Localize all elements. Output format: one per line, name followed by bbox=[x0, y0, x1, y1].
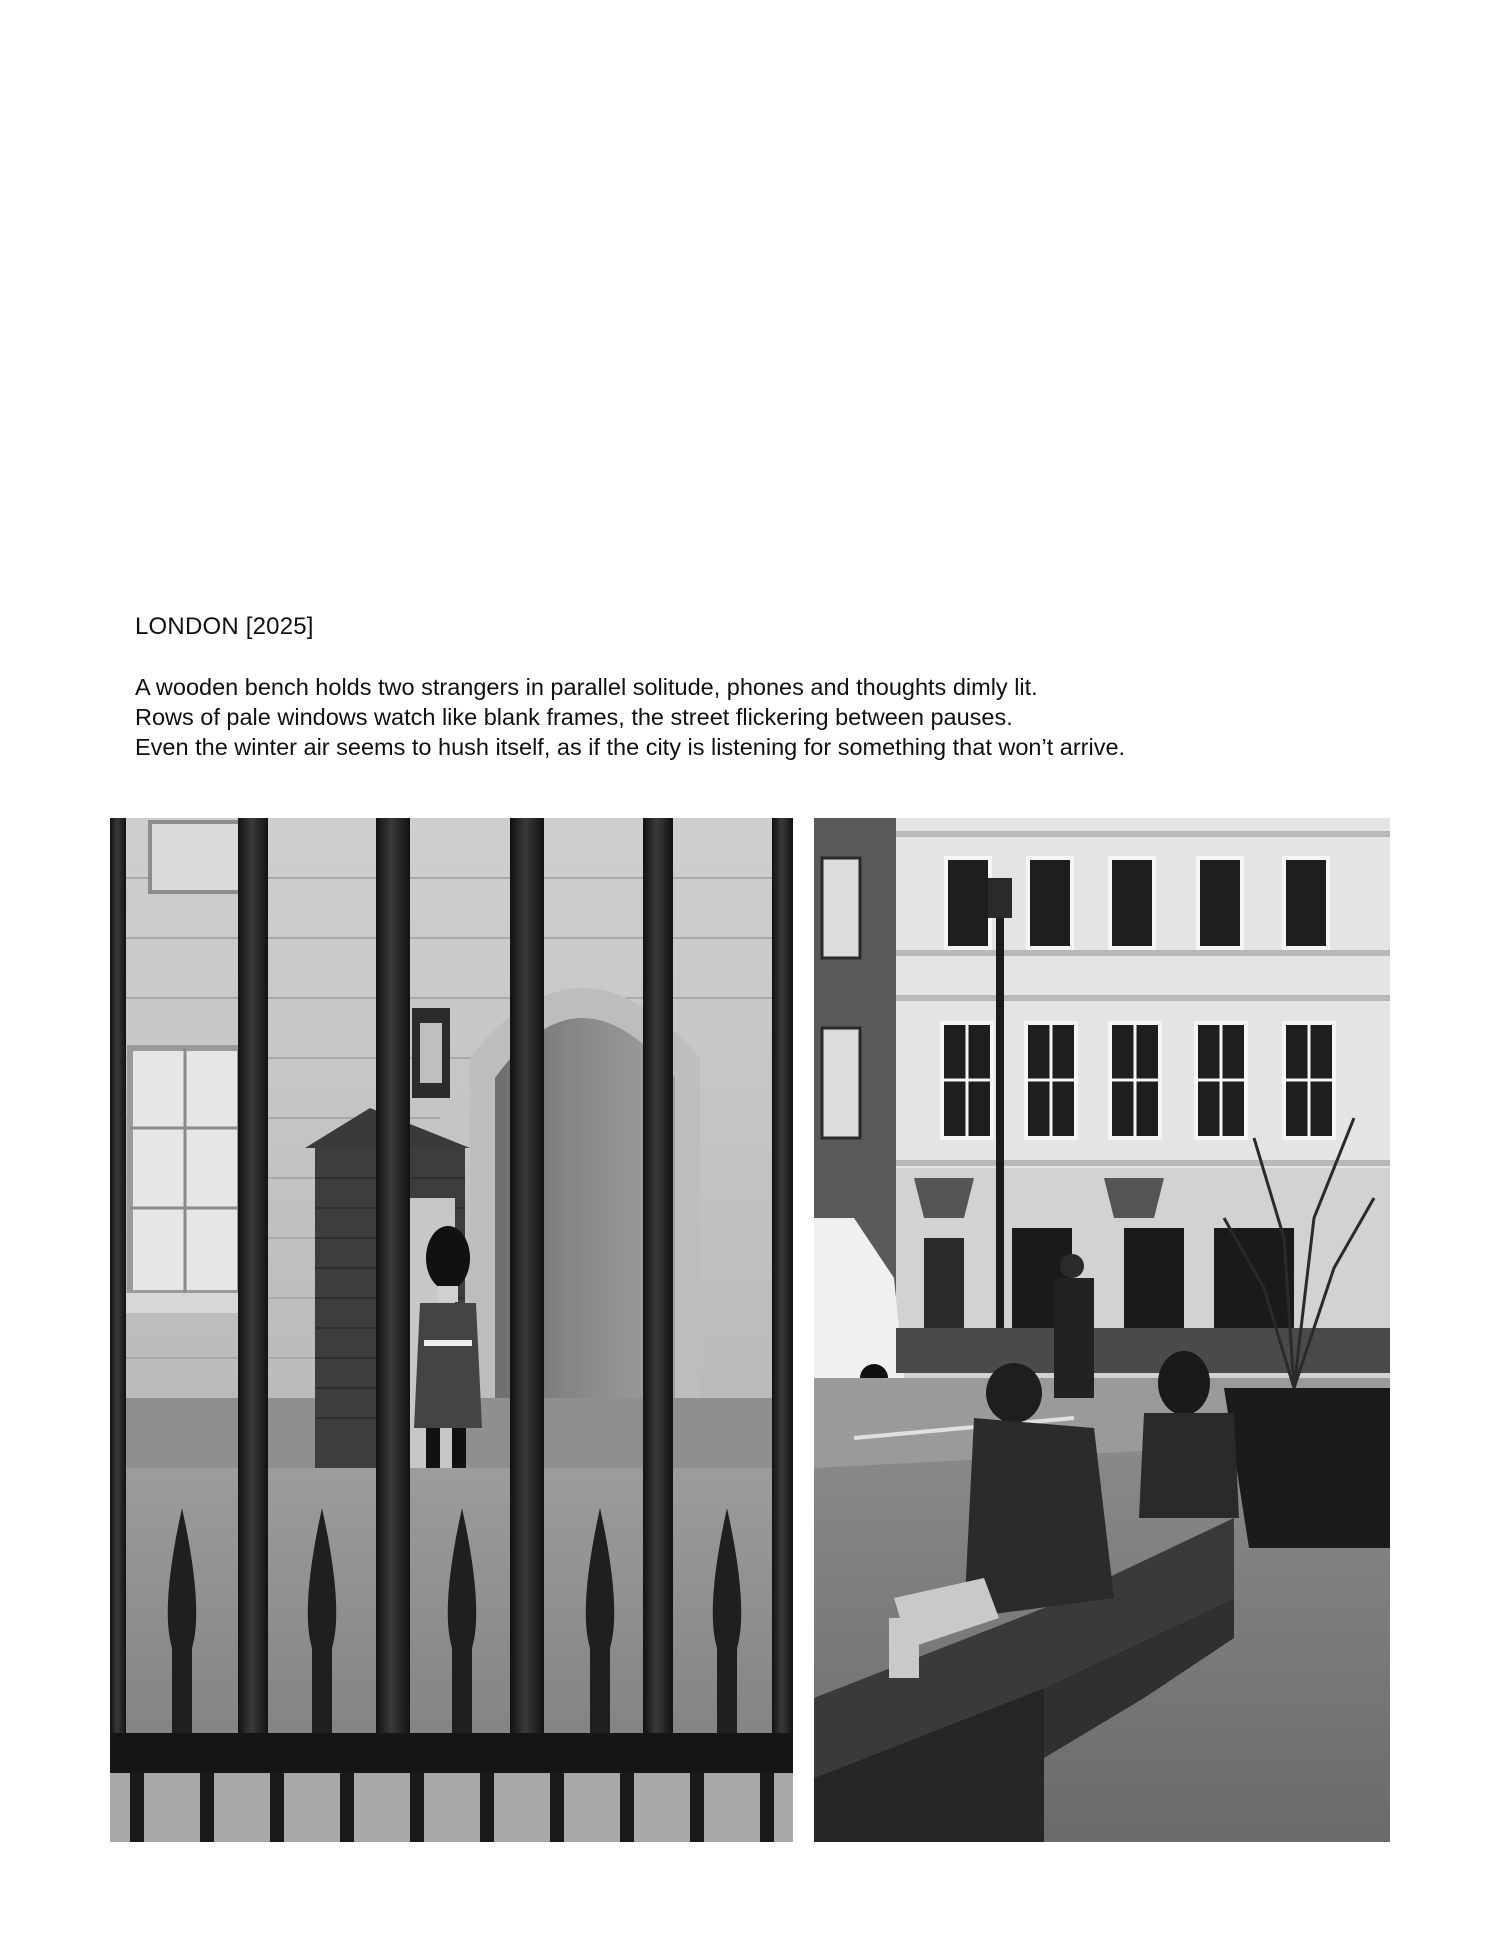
page-title: LONDON [2025] bbox=[135, 613, 314, 640]
photo-bench-image bbox=[814, 818, 1390, 1842]
photo-bench-strangers bbox=[814, 818, 1390, 1842]
caption-line-2: Rows of pale windows watch like blank frames, the street flickering between pauses. bbox=[135, 704, 1013, 730]
caption-line-1: A wooden bench holds two strangers in parallel solitude, phones and thoughts dimly lit. bbox=[135, 674, 1038, 700]
caption-block bbox=[135, 612, 1375, 762]
caption-line-3: Even the winter air seems to hush itself, as if the city is listening for something that won’t arrive. bbox=[135, 734, 1126, 760]
photo-guard-behind-gate bbox=[110, 818, 793, 1842]
photo-guard-image bbox=[110, 818, 793, 1842]
